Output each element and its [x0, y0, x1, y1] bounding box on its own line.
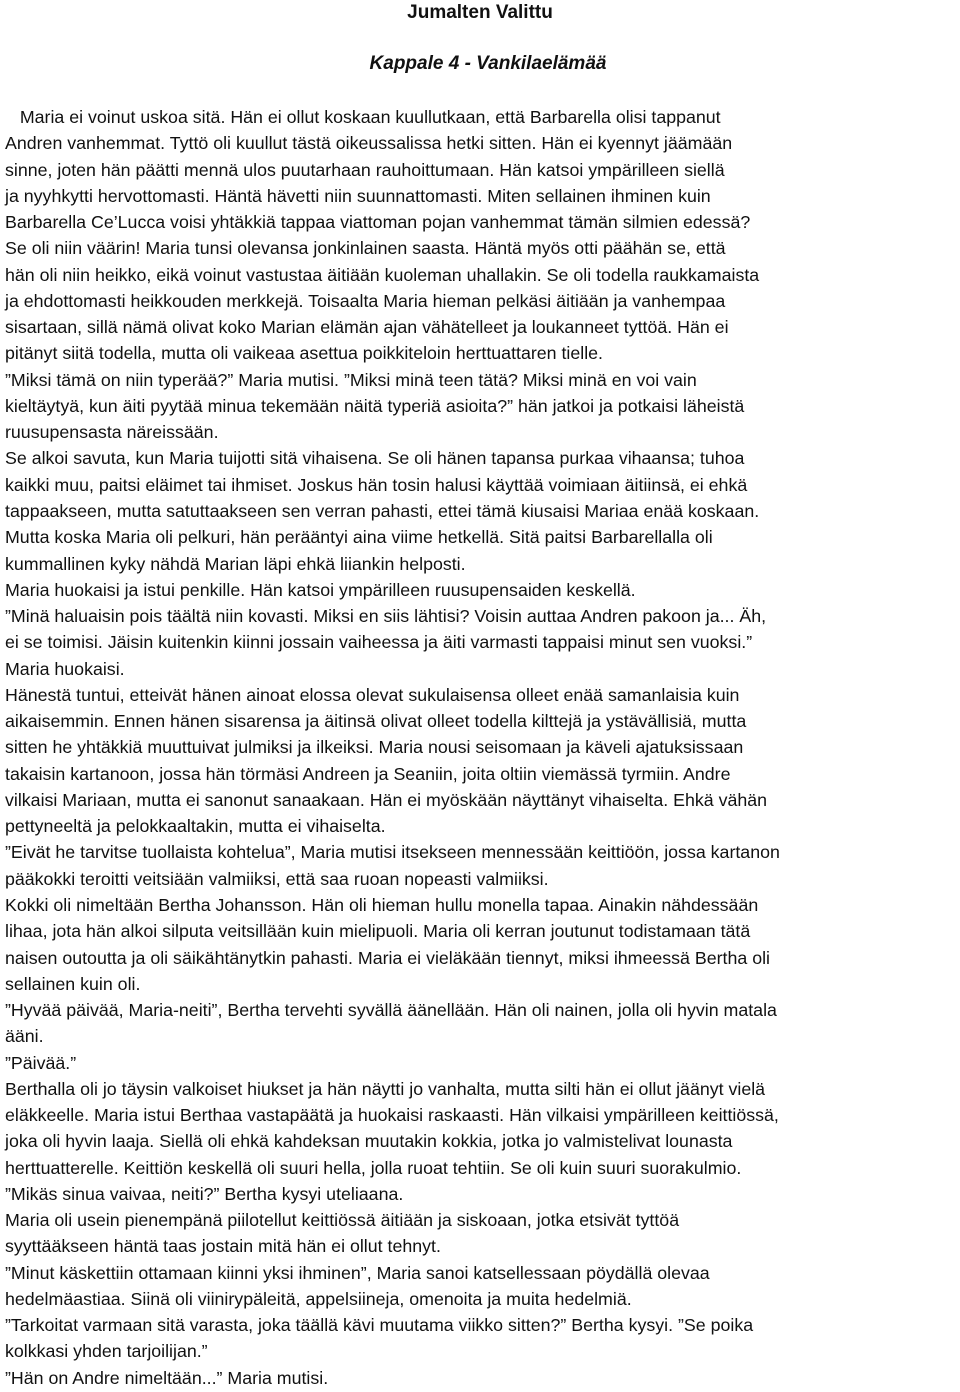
chapter-heading: Kappale 4 - Vankilaelämää	[369, 53, 607, 74]
text-line: ”Hän on Andre nimeltään...” Maria mutisi.	[5, 1367, 329, 1388]
text-line: aikaisemmin. Ennen hänen sisarensa ja äitinsä olivat olleet todella kilttejä ja ystävällisiä, mutta	[5, 711, 747, 732]
text-line: sisartaan, sillä nämä olivat koko Marian elämän ajan vähätelleet ja loukanneet tyttöä. Hän ei	[5, 317, 729, 338]
text-line: Barbarella Ce’Lucca voisi yhtäkkiä tappaa viattoman pojan vanhemmat tämän silmien edessä?	[5, 212, 751, 233]
text-line: kummallinen kyky nähdä Marian läpi ehkä liiankin helposti.	[5, 553, 466, 574]
text-line: kaikki muu, paitsi eläimet tai ihmiset. Joskus hän tosin halusi käyttää voimiaan äitiinsä, ei ehkä	[5, 474, 748, 495]
text-line: kolkkasi yhden tarjoilijan.”	[5, 1341, 208, 1362]
text-line: Mutta koska Maria oli pelkuri, hän perääntyi aina viime hetkellä. Sitä paitsi Barbarellalla oli	[5, 527, 713, 548]
text-line: ei se toimisi. Jäisin kuitenkin kiinni jossain vaiheessa ja äiti varmasti tappaisi minut sen vuoksi.”	[5, 632, 753, 653]
text-line: vilkaisi Mariaan, mutta ei sanonut sanaakaan. Hän ei myöskään näyttänyt vihaiselta. Ehkä vähän	[5, 789, 768, 810]
text-line: hedelmäastiaa. Siinä oli viinirypäleitä, appelsiineja, omenoita ja muita hedelmiä.	[5, 1288, 632, 1309]
text-line: sellainen kuin oli.	[5, 973, 141, 994]
text-line: sitten he yhtäkkiä muuttuivat julmiksi ja ilkeiksi. Maria nousi seisomaan ja käveli ajatuksissaan	[5, 737, 744, 758]
document-title: Jumalten Valittu	[407, 2, 553, 23]
text-line: pettyneeltä ja pelokkaaltakin, mutta ei vihaiselta.	[5, 816, 386, 837]
text-line: ”Tarkoitat varmaan sitä varasta, joka täällä kävi muutama viikko sitten?” Bertha kysyi. ”Se poika	[5, 1315, 754, 1336]
text-line: hän oli niin heikko, eikä voinut vastustaa äitiään kuoleman uhallakin. Se oli todella raukkamaista	[5, 264, 760, 285]
text-line: ”Mikäs sinua vaivaa, neiti?” Bertha kysyi uteliaana.	[5, 1183, 404, 1204]
text-line: joka oli hyvin laaja. Siellä oli ehkä kahdeksan muutakin kokkia, jotka jo valmistelivat lounasta	[5, 1131, 733, 1152]
text-line: Maria huokaisi.	[5, 658, 125, 679]
text-line: sinne, joten hän päätti mennä ulos puutarhaan rauhoittumaan. Hän katsoi ympärilleen siellä	[5, 159, 725, 180]
text-line: Hänestä tuntui, etteivät hänen ainoat elossa olevat sukulaisensa olleet enää samanlaisia kuin	[5, 684, 740, 705]
text-line: Se alkoi savuta, kun Maria tuijotti sitä vihaisena. Se oli hänen tapansa purkaa vihaansa; tuhoa	[5, 448, 745, 469]
text-line: Maria oli usein pienempänä piilotellut keittiössä äitiään ja siskoaan, jotka etsivät tyttöä	[5, 1210, 680, 1231]
chapter-body	[5, 104, 960, 1391]
text-line: Maria huokaisi ja istui penkille. Hän katsoi ympärilleen ruusupensaiden keskellä.	[5, 579, 636, 600]
text-line: naisen outoutta ja oli säikähtänytkin pahasti. Maria ei vieläkään tiennyt, miksi ihmeessä Bertha oli	[5, 947, 771, 968]
text-line: ”Hyvää päivää, Maria-neiti”, Bertha tervehti syvällä äänellään. Hän oli nainen, jolla oli hyvin matala	[5, 1000, 777, 1021]
text-line: kieltäytyä, kun äiti pyytää minua tekemään näitä typeriä asioita?” hän jatkoi ja potkaisi läheistä	[5, 395, 745, 416]
text-line: ja nyyhkytti hervottomasti. Häntä hävetti niin suunnattomasti. Miten sellainen ihminen kuin	[5, 185, 711, 206]
text-line: takaisin kartanoon, jossa hän törmäsi Andreen ja Seaniin, joita oltiin viemässä tyrmiin. Andre	[5, 763, 731, 784]
text-line: tappaakseen, mutta satuttaakseen sen verran pahasti, ettei tämä kiusaisi Mariaa enää koskaan.	[5, 500, 760, 521]
text-line: Kokki oli nimeltään Bertha Johansson. Hän oli hieman hullu monella tapaa. Ainakin nähdessään	[5, 894, 759, 915]
text-line: ”Minut käskettiin ottamaan kiinni yksi ihminen”, Maria sanoi katsellessaan pöydällä olevaa	[5, 1262, 710, 1283]
text-line: lihaa, jota hän alkoi silputa veitsillään kuin mielipuoli. Maria oli kerran joutunut todistamaan tätä	[5, 921, 751, 942]
text-line: herttuatterelle. Keittiön keskellä oli suuri hella, jolla ruoat tehtiin. Se oli kuin suuri suorakulmio.	[5, 1157, 742, 1178]
text-line: syyttääkseen häntä taas jostain mitä hän ei ollut tehnyt.	[5, 1236, 441, 1257]
text-line: Maria ei voinut uskoa sitä. Hän ei ollut koskaan kuullutkaan, että Barbarella olisi tappanut	[5, 107, 721, 127]
text-line: ”Miksi tämä on niin typerää?” Maria mutisi. ”Miksi minä teen tätä? Miksi minä en voi vain	[5, 369, 697, 390]
text-line: ”Minä haluaisin pois täältä niin kovasti. Miksi en siis lähtisi? Voisin auttaa Andren pakoon ja... Äh,	[5, 606, 767, 627]
text-line: pitänyt siitä todella, mutta oli vaikeaa asettua poikkiteloin herttuattaren tielle.	[5, 343, 603, 364]
text-line: eläkkeelle. Maria istui Berthaa vastapäätä ja huokaisi raskaasti. Hän vilkaisi ympärilleen keittiössä,	[5, 1105, 779, 1126]
text-line: Andren vanhemmat. Tyttö oli kuullut tästä oikeussalissa hetki sitten. Hän ei kyennyt jäämään	[5, 133, 733, 154]
text-line: Se oli niin väärin! Maria tunsi olevansa jonkinlainen saasta. Häntä myös otti päähän se, että	[5, 238, 726, 259]
text-line: Berthalla oli jo täysin valkoiset hiukset ja hän näytti jo vanhalta, mutta silti hän ei ollut jäänyt vielä	[5, 1078, 766, 1099]
text-line: pääkokki teroitti veitsiään valmiiksi, että saa ruoan nopeasti valmiiksi.	[5, 868, 549, 889]
text-line: ”Eivät he tarvitse tuollaista kohtelua”, Maria mutisi itsekseen mennessään keittiöön, jossa kartanon	[5, 842, 780, 863]
text-line: ”Päivää.”	[5, 1052, 77, 1073]
text-line: ja ehdottomasti heikkouden merkkejä. Toisaalta Maria hieman pelkäsi äitiään ja vanhempaa	[5, 290, 726, 311]
text-line: ruusupensasta näreissään.	[5, 422, 219, 443]
text-line: ääni.	[5, 1026, 44, 1047]
